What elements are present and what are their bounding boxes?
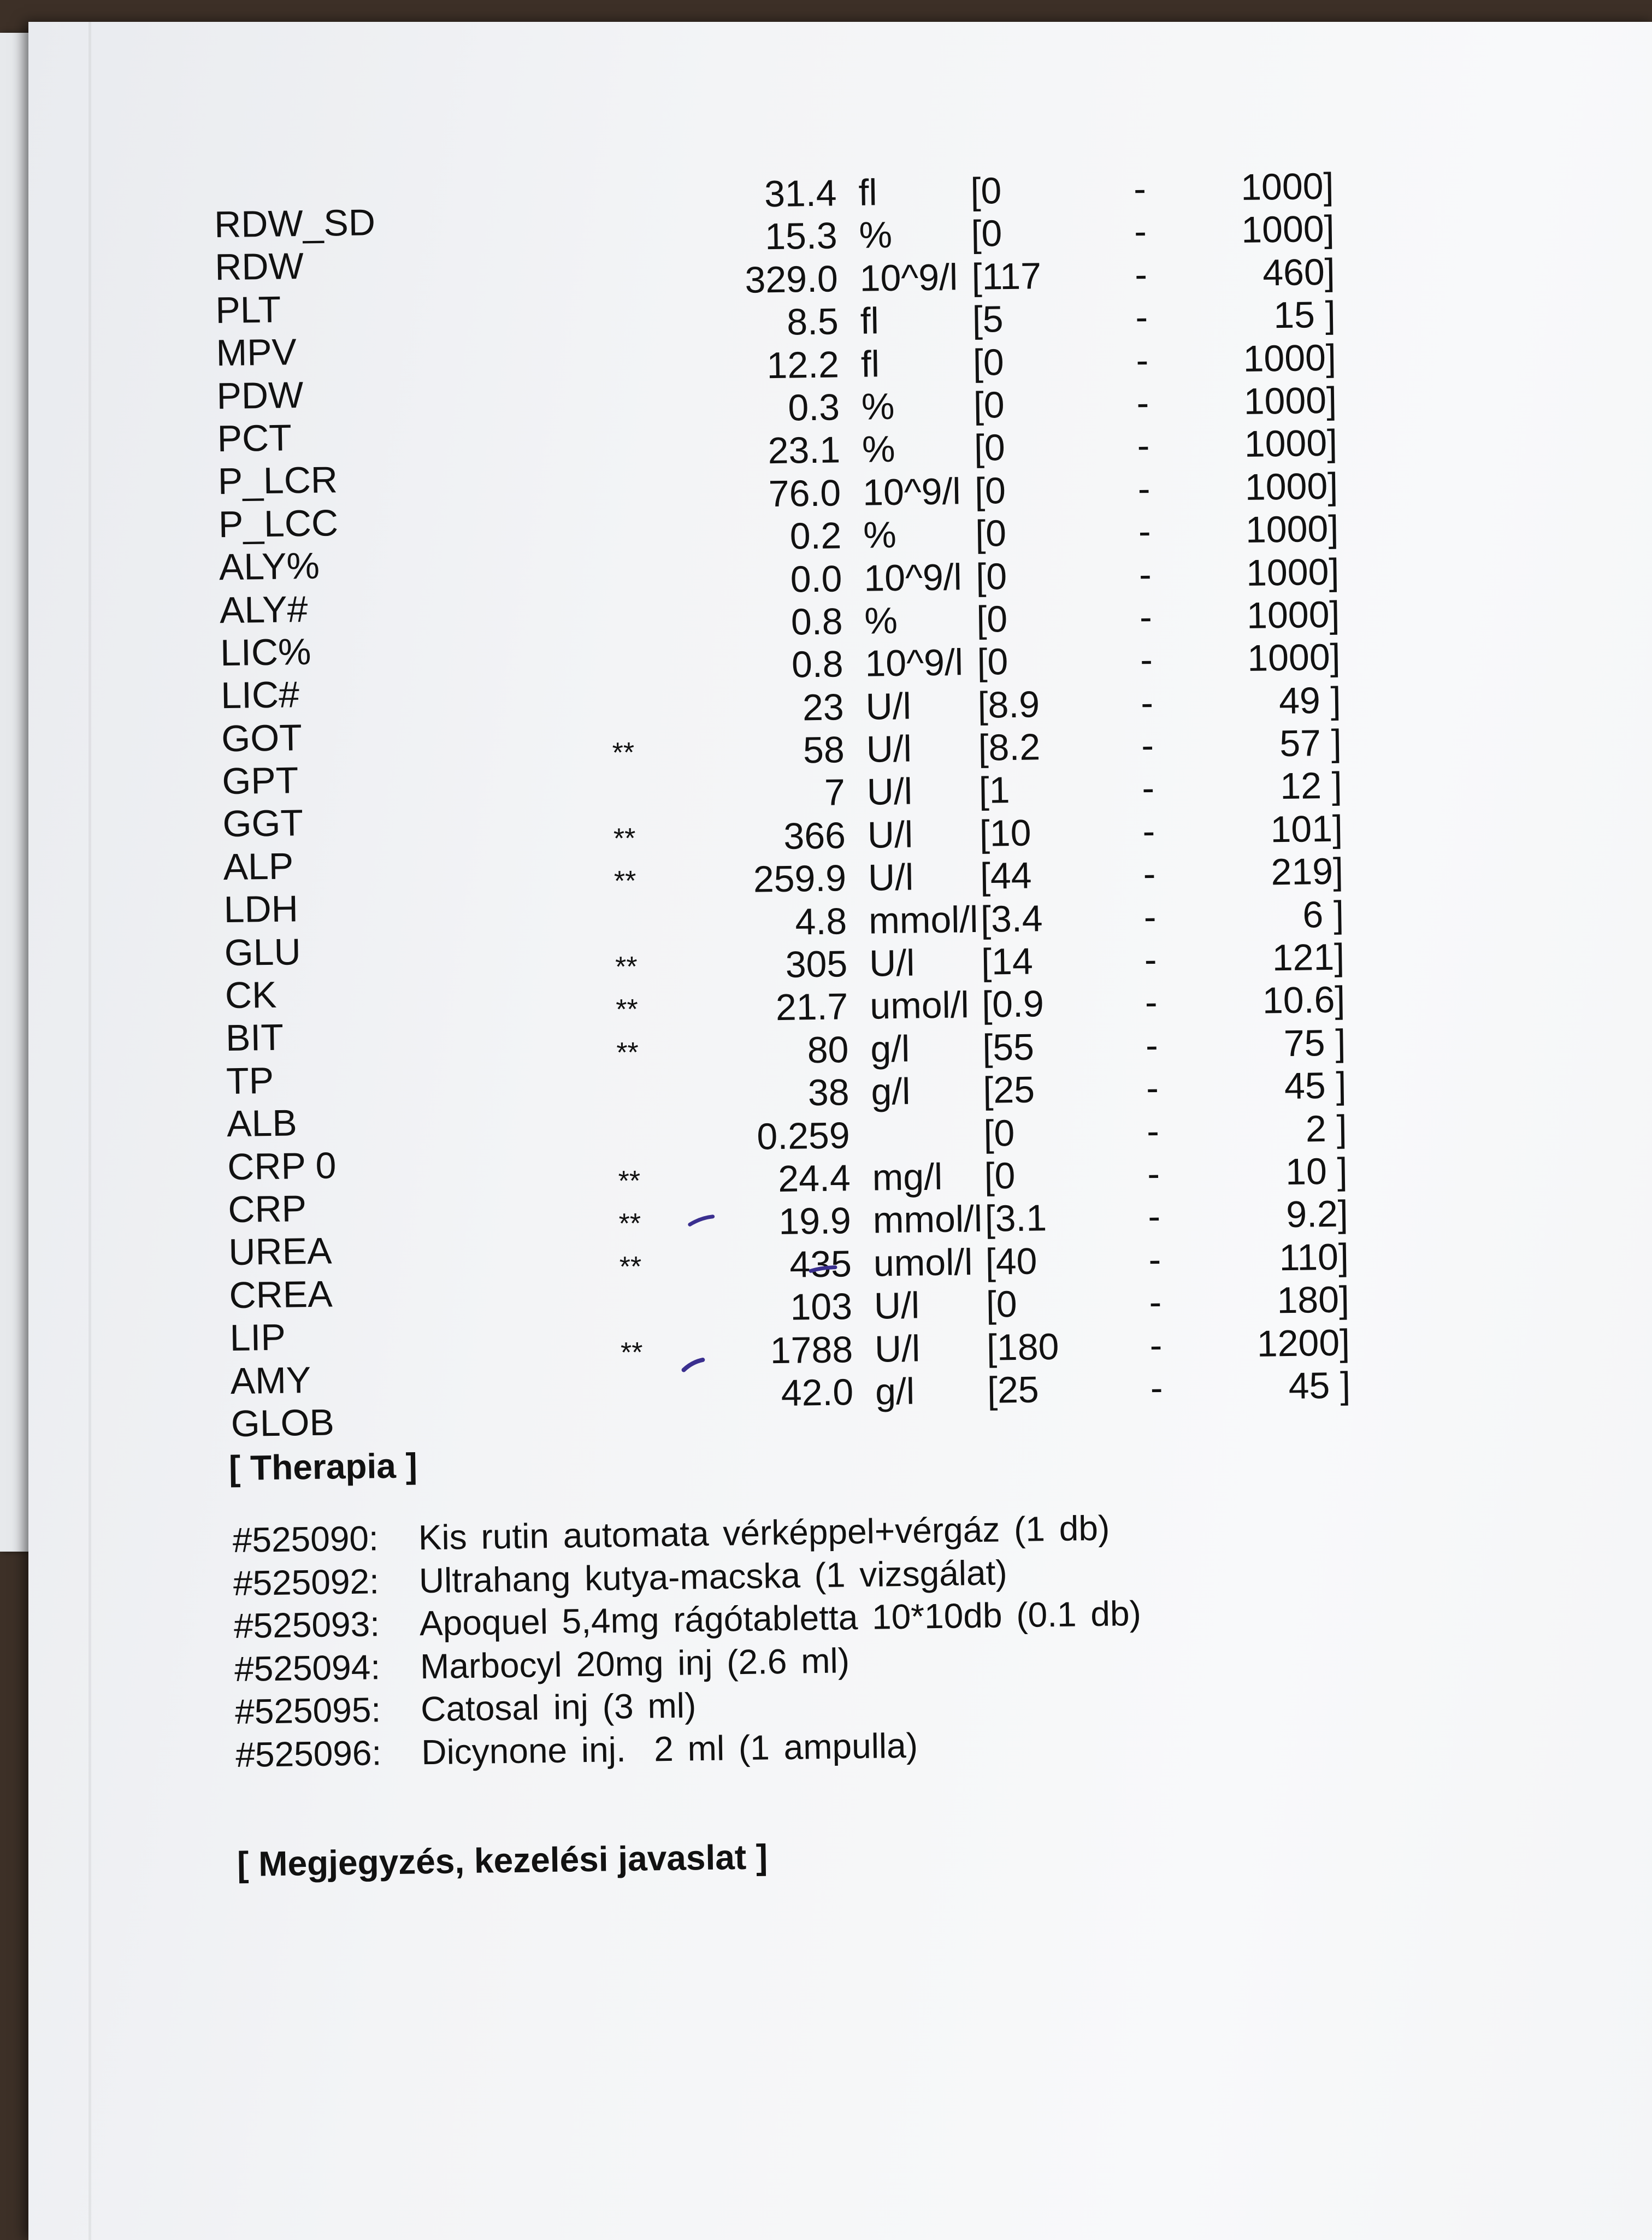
test-name: UREA (228, 1230, 332, 1274)
handwritten-pen-marks (28, 0, 1652, 2240)
test-unit: 10^9/l (859, 256, 958, 299)
test-value: 0.3 (787, 386, 840, 429)
test-name: BIT (225, 1017, 284, 1059)
test-name: LIC% (220, 630, 311, 674)
therapy-code: #525092: (233, 1561, 380, 1603)
test-unit: U/l (866, 771, 913, 814)
therapy-code: #525095: (234, 1690, 381, 1732)
therapy-description: Kis rutin automata vérképpel+vérgáz (1 db) (418, 1508, 1110, 1558)
range-separator: - (1149, 1281, 1162, 1323)
test-unit: 10^9/l (862, 470, 961, 514)
test-value: 0.0 (790, 557, 842, 600)
test-unit: % (863, 514, 897, 556)
range-low: [1 (978, 769, 1011, 812)
test-value: 76.0 (768, 472, 841, 515)
range-separator: - (1139, 596, 1153, 638)
test-unit: 10^9/l (865, 641, 964, 685)
range-separator: - (1135, 339, 1149, 381)
test-name: ALY# (219, 588, 308, 631)
test-value: 24.4 (777, 1157, 851, 1200)
range-high: 49 ] (1278, 679, 1342, 722)
test-name: GLOB (231, 1401, 335, 1445)
range-high: 110] (1278, 1236, 1349, 1279)
range-high: 1000] (1241, 208, 1335, 251)
range-high: 1200] (1256, 1322, 1350, 1365)
range-high: 1000] (1243, 337, 1337, 380)
range-low: [180 (986, 1325, 1059, 1369)
range-low: [0 (973, 384, 1005, 426)
range-low: [10 (979, 812, 1031, 854)
test-name: ALP (223, 845, 294, 888)
range-high: 1000] (1245, 508, 1339, 551)
test-unit: U/l (874, 1327, 921, 1370)
range-high: 121] (1272, 936, 1345, 979)
range-separator: - (1146, 1110, 1160, 1152)
test-name: RDW (214, 245, 304, 288)
range-high: 9.2] (1285, 1193, 1349, 1236)
range-low: [40 (985, 1240, 1037, 1283)
range-high: 101] (1270, 807, 1343, 851)
range-low: [25 (982, 1069, 1035, 1111)
test-value: 7 (824, 771, 846, 814)
notes-heading: [ Megjegyzés, kezelési javaslat ] (237, 1837, 768, 1884)
range-high: 57 ] (1279, 722, 1342, 765)
range-low: [55 (982, 1026, 1035, 1069)
abnormal-flag: ** (615, 994, 639, 1026)
test-name: GLU (224, 930, 302, 974)
test-unit: % (861, 385, 895, 428)
range-high: 1000] (1243, 379, 1337, 422)
range-separator: - (1140, 639, 1153, 681)
test-name: GGT (222, 802, 304, 845)
abnormal-flag: ** (613, 822, 636, 855)
test-name: CK (225, 974, 277, 1017)
range-high: 15 ] (1273, 293, 1336, 337)
range-separator: - (1148, 1239, 1161, 1281)
test-value: 23.1 (768, 429, 841, 472)
range-separator: - (1141, 724, 1154, 767)
abnormal-flag: ** (615, 951, 638, 983)
range-low: [0 (986, 1283, 1018, 1325)
range-low: [0.9 (981, 983, 1045, 1026)
therapy-heading: [ Therapia ] (228, 1446, 418, 1488)
range-high: 1000] (1246, 551, 1340, 594)
test-value: 38 (807, 1071, 850, 1114)
test-unit: U/l (865, 685, 912, 728)
test-name: CREA (229, 1273, 333, 1316)
test-value: 305 (785, 943, 848, 986)
test-value: 58 (803, 729, 845, 771)
range-low: [8.9 (977, 683, 1040, 726)
range-low: [0 (972, 341, 1005, 384)
range-low: [14 (981, 940, 1034, 983)
lab-report-page (28, 22, 1652, 2240)
pen-mark-amy (683, 1360, 703, 1370)
test-unit: fl (860, 343, 880, 385)
range-low: [0 (984, 1154, 1016, 1197)
range-high: 45 ] (1284, 1064, 1347, 1107)
test-name: PLT (215, 288, 281, 332)
range-high: 45 ] (1288, 1364, 1351, 1407)
pen-mark-crea (811, 1268, 835, 1271)
range-low: [0 (975, 512, 1007, 555)
test-unit: U/l (869, 942, 915, 985)
therapy-code: #525094: (234, 1647, 381, 1689)
range-low: [0 (970, 170, 1002, 212)
range-separator: - (1137, 468, 1150, 510)
range-separator: - (1135, 296, 1148, 338)
test-unit: % (862, 428, 896, 471)
range-separator: - (1145, 1024, 1159, 1066)
therapy-description: Apoquel 5,4mg rágótabletta 10*10db (0.1 db) (419, 1593, 1142, 1643)
test-unit: g/l (875, 1370, 915, 1413)
range-separator: - (1143, 895, 1157, 938)
range-separator: - (1138, 510, 1152, 552)
test-name: LIP (229, 1316, 286, 1359)
range-low: [0 (975, 555, 1007, 598)
test-name: LIC# (220, 674, 300, 717)
range-high: 219] (1271, 850, 1344, 893)
range-low: [44 (980, 854, 1032, 898)
range-high: 1000] (1244, 422, 1338, 465)
test-unit: umol/l (869, 984, 970, 1028)
range-low: [0 (977, 641, 1008, 683)
range-separator: - (1150, 1367, 1163, 1409)
range-high: 1000] (1246, 593, 1340, 636)
test-name: P_LCC (218, 502, 339, 545)
abnormal-flag: ** (612, 736, 635, 769)
range-low: [0 (974, 427, 1006, 469)
test-name: P_LCR (217, 459, 338, 503)
range-low: [5 (972, 298, 1004, 341)
test-unit: g/l (870, 1028, 910, 1070)
abnormal-flag: ** (616, 1036, 639, 1069)
therapy-code: #525093: (233, 1604, 380, 1646)
test-name: CRP 0 (227, 1144, 337, 1188)
test-value: 103 (789, 1286, 853, 1328)
range-high: 1000] (1247, 636, 1341, 680)
test-name: PDW (216, 374, 304, 417)
test-unit: U/l (866, 728, 912, 770)
test-value: 31.4 (764, 172, 837, 215)
range-high: 2 ] (1305, 1107, 1348, 1150)
test-unit: % (859, 214, 893, 257)
therapy-code: #525090: (232, 1518, 379, 1560)
test-value: 0.259 (756, 1114, 851, 1158)
range-separator: - (1134, 210, 1147, 253)
test-unit: umol/l (873, 1241, 973, 1284)
range-separator: - (1142, 810, 1155, 852)
range-low: [3.4 (980, 897, 1043, 940)
test-name: LDH (223, 888, 299, 931)
range-low: [0 (983, 1112, 1015, 1154)
range-separator: - (1137, 425, 1150, 467)
range-separator: - (1140, 682, 1154, 724)
abnormal-flag: ** (619, 1251, 642, 1283)
test-name: GOT (221, 716, 303, 759)
therapy-description: Catosal inj (3 ml) (420, 1685, 697, 1729)
range-high: 75 ] (1283, 1022, 1346, 1064)
test-value: 329.0 (745, 258, 839, 301)
test-name: ALB (226, 1102, 298, 1145)
therapy-code: #525096: (235, 1732, 382, 1775)
test-unit: mg/l (872, 1156, 943, 1199)
abnormal-flag: ** (613, 865, 636, 898)
test-unit: fl (860, 300, 880, 342)
range-low: [8.2 (978, 726, 1041, 769)
abnormal-flag: ** (618, 1207, 641, 1240)
test-value: 42.0 (781, 1371, 854, 1414)
test-unit: U/l (868, 856, 914, 899)
test-name: ALY% (219, 545, 320, 588)
test-unit: U/l (874, 1284, 920, 1327)
test-value: 259.9 (753, 857, 847, 900)
range-high: 10.6] (1262, 978, 1346, 1022)
range-low: [0 (974, 469, 1006, 512)
page-content (28, 0, 1652, 2240)
test-name: MPV (215, 331, 297, 374)
range-high: 180] (1277, 1278, 1350, 1322)
test-unit: mmol/l (868, 898, 978, 942)
test-value: 0.8 (791, 643, 844, 686)
test-name: GPT (221, 759, 299, 803)
abnormal-flag: ** (620, 1336, 643, 1369)
test-value: 0.8 (790, 600, 843, 643)
range-high: 1000] (1240, 165, 1334, 209)
range-separator: - (1133, 168, 1147, 210)
range-low: [3.1 (984, 1197, 1047, 1240)
test-value: 435 (789, 1242, 852, 1286)
test-unit: 10^9/l (863, 556, 963, 599)
range-separator: - (1144, 981, 1158, 1024)
test-unit: mmol/l (872, 1198, 983, 1242)
range-separator: - (1146, 1067, 1159, 1109)
range-separator: - (1134, 254, 1148, 296)
test-unit: g/l (870, 1070, 911, 1113)
range-low: [117 (971, 255, 1042, 298)
test-value: 19.9 (778, 1200, 852, 1243)
test-value: 366 (783, 815, 846, 857)
range-high: 6 ] (1302, 893, 1344, 936)
range-low: [25 (987, 1369, 1040, 1411)
test-value: 23 (802, 686, 845, 729)
test-name: RDW_SD (214, 202, 376, 246)
range-high: 1000] (1244, 465, 1338, 508)
range-separator: - (1138, 553, 1152, 596)
therapy-description: Marbocyl 20mg inj (2.6 ml) (420, 1640, 850, 1686)
range-high: 10 ] (1285, 1150, 1348, 1193)
range-low: [0 (976, 598, 1008, 640)
range-separator: - (1136, 382, 1149, 424)
range-separator: - (1149, 1324, 1163, 1366)
range-low: [0 (971, 213, 1002, 255)
test-value: 0.2 (789, 515, 842, 557)
test-value: 21.7 (775, 986, 848, 1029)
range-high: 12 ] (1279, 765, 1343, 807)
pen-mark-urea (690, 1217, 713, 1225)
test-name: PCT (217, 417, 292, 460)
range-separator: - (1147, 1195, 1161, 1237)
range-separator: - (1141, 767, 1155, 810)
test-value: 4.8 (795, 900, 847, 943)
test-name: TP (226, 1059, 274, 1102)
test-value: 12.2 (766, 343, 840, 386)
test-value: 1788 (770, 1328, 853, 1371)
test-unit: % (864, 599, 898, 642)
range-high: 460] (1262, 251, 1336, 294)
test-name: AMY (230, 1359, 311, 1402)
test-value: 80 (807, 1029, 849, 1071)
range-separator: - (1147, 1153, 1160, 1195)
therapy-description: Dicynone inj. 2 ml (1 ampulla) (421, 1725, 918, 1772)
therapy-description: Ultrahang kutya-macska (1 vizsgálat) (418, 1552, 1008, 1600)
abnormal-flag: ** (618, 1165, 641, 1198)
test-value: 15.3 (764, 215, 838, 258)
test-name: CRP (227, 1188, 307, 1231)
test-unit: U/l (867, 814, 913, 856)
range-separator: - (1144, 939, 1158, 981)
range-separator: - (1143, 853, 1156, 895)
test-value: 8.5 (786, 300, 839, 343)
test-unit: fl (858, 172, 878, 214)
